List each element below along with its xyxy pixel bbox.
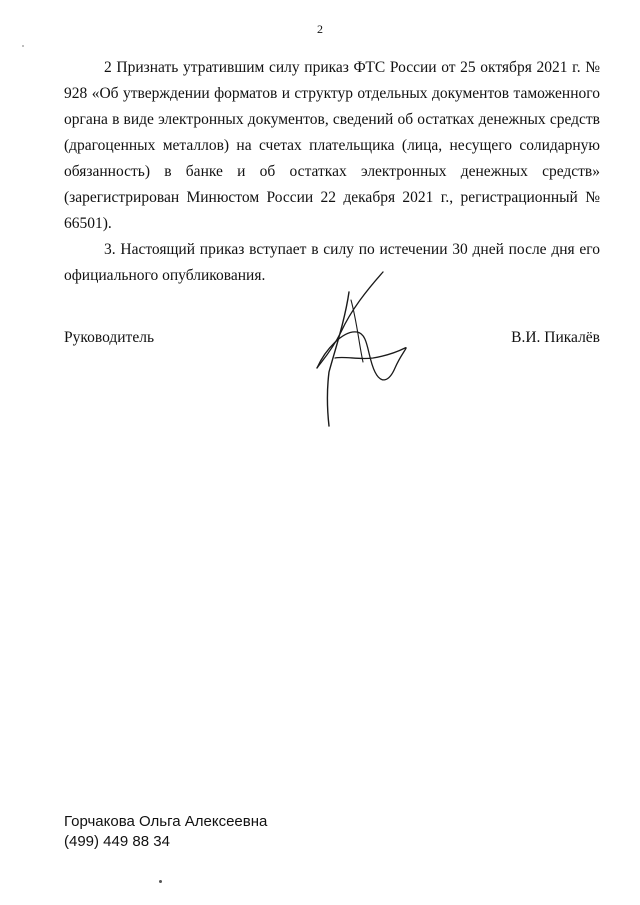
signer-position: Руководитель <box>64 329 155 346</box>
scan-speck <box>22 45 24 47</box>
paragraph-2: 2 Признать утратившим силу приказ ФТС России от 25 октября 2021 г. № 928 «Об утверждении форматов и структур отдельных документов таможенного органа в виде электронных документов, сведений об остатках денежных средств (драгоценных металлов) на счетах плательщика (лица, несущего солидарную обязанность) в банке и об остатках электронных денежных средств» (зарегистрирован Минюстом России 22 декабря 2021 г., регистрационный № 66501). <box>64 59 600 232</box>
executor-block <box>64 812 267 852</box>
signer-name: В.И. Пикалёв <box>511 329 600 346</box>
handwritten-signature <box>305 270 415 430</box>
executor-name: Горчакова Ольга Алексеевна <box>64 813 268 830</box>
paragraph-3: 3. Настоящий приказ вступает в силу по истечении 30 дней после дня его официального опубликования. <box>64 241 600 284</box>
executor-phone: (499) 449 88 34 <box>64 833 170 850</box>
scan-speck <box>159 880 162 883</box>
page-number: 2 <box>317 22 323 36</box>
document-body <box>64 55 600 289</box>
